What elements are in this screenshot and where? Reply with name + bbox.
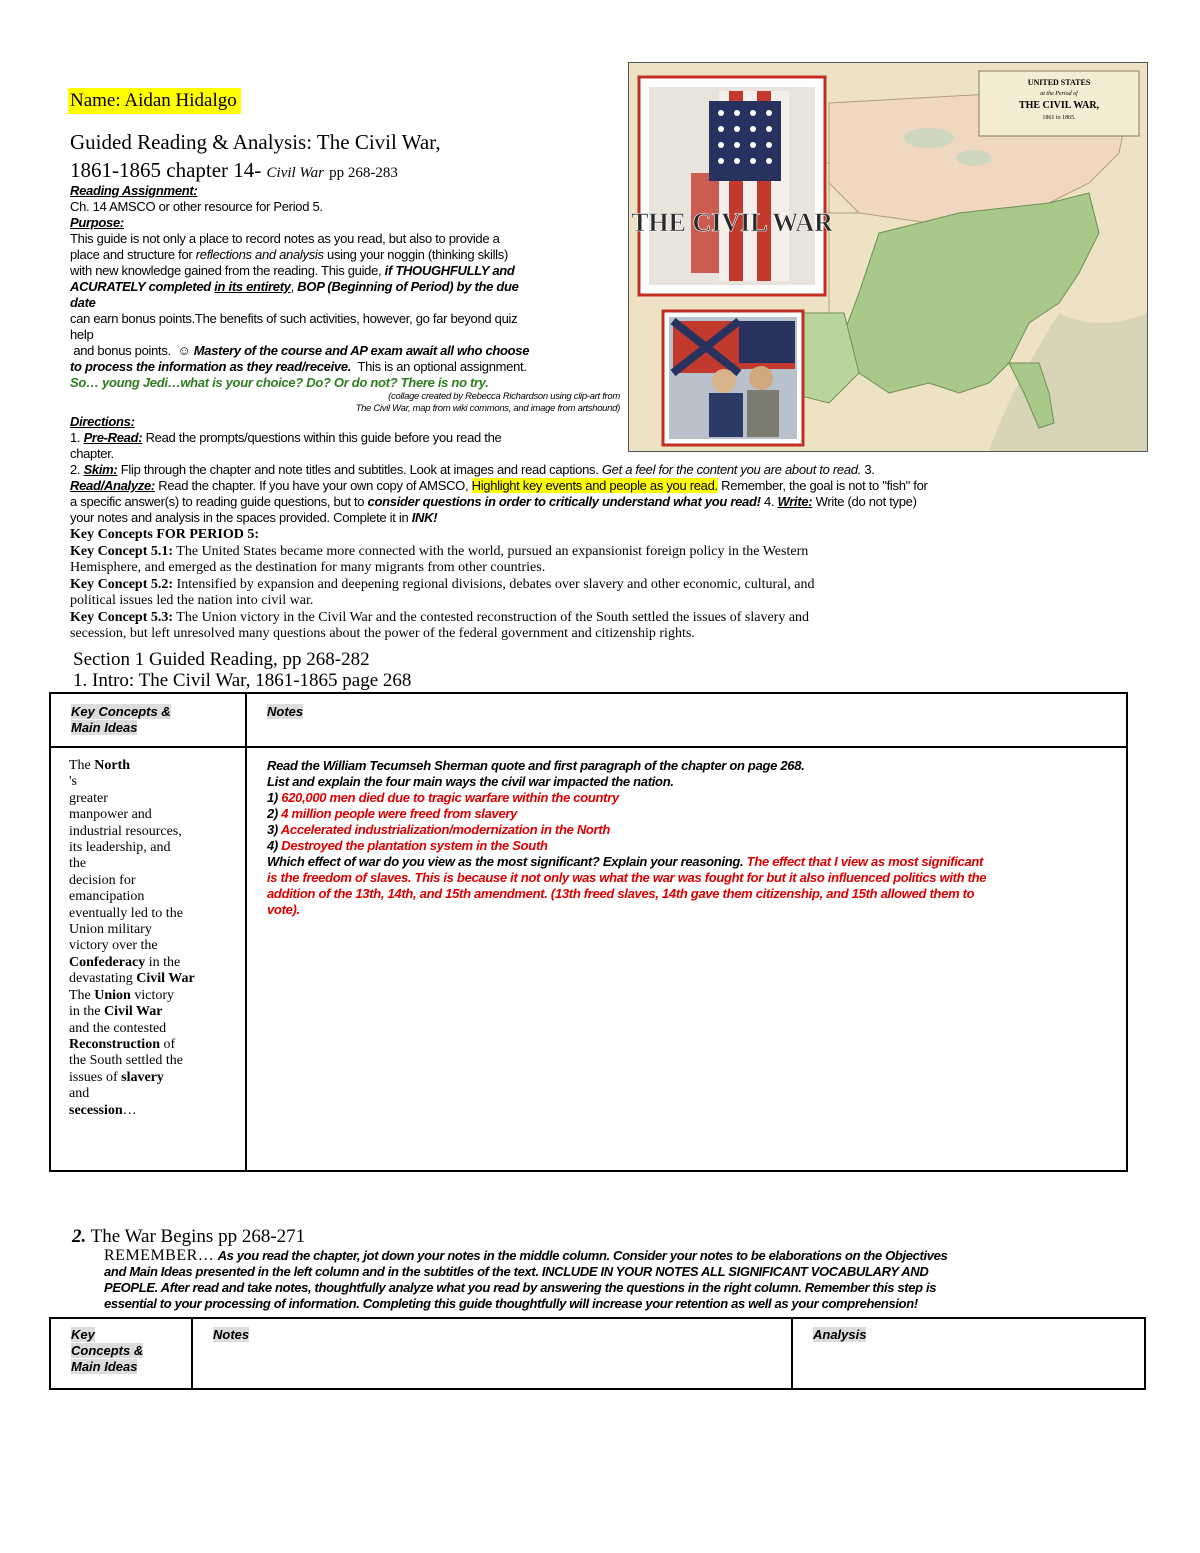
notes-answer-line: is the freedom of slaves. This is because it not only was what the war was fought for but it also influenced politics with the: [267, 870, 987, 885]
direction-1: 1. Pre-Read: Read the prompts/questions within this guide before you read the: [70, 430, 502, 445]
key-idea-line: Union military: [69, 922, 152, 938]
section2-table: [49, 1317, 1146, 1390]
title-chapter: 1861-1865 chapter 14-: [70, 158, 262, 182]
jedi-quote: So… young Jedi…what is your choice? Do? Or do not? There is no try.: [70, 375, 489, 390]
key-idea-line: The Union victory: [69, 987, 174, 1003]
key-concepts-block: [70, 527, 1140, 643]
reading-assignment-text: Ch. 14 AMSCO or other resource for Period 5.: [70, 199, 323, 214]
answer-item: 2) 4 million people were freed from slavery: [267, 806, 518, 821]
notes-question-1: Read the William Tecumseh Sherman quote and first paragraph of the chapter on page 268.: [267, 758, 805, 773]
highlight-instruction: Highlight key events and people as you read.: [471, 478, 718, 493]
directions-block: [70, 414, 1130, 526]
key-idea-line: secession…: [69, 1102, 137, 1118]
reading-assignment-label: Reading Assignment:: [70, 183, 198, 198]
key-idea-line: the South settled the: [69, 1053, 183, 1069]
key-idea-line: devastating Civil War: [69, 971, 195, 987]
key-idea-line: victory over the: [69, 938, 158, 954]
map-heading-4: 1861 to 1865.: [1042, 115, 1076, 121]
collage-banner: THE CIVIL WAR: [631, 208, 833, 237]
key-idea-line: emancipation: [69, 889, 145, 905]
purpose-label: Purpose:: [70, 215, 124, 230]
notes-answer-line: addition of the 13th, 14th, and 15th amendment. (13th freed slaves, 14th gave them citizenship, and 15th allowed them to: [267, 886, 975, 901]
answer-item: 1) 620,000 men died due to tragic warfare within the country: [267, 790, 619, 805]
purpose-line: help: [70, 327, 94, 342]
key-concepts-heading: Key Concepts FOR PERIOD 5:: [70, 527, 259, 542]
purpose-line: date: [70, 295, 96, 310]
key-idea-line: decision for: [69, 872, 136, 888]
direction-4-cont: your notes and analysis in the spaces provided. Complete it in INK!: [70, 510, 438, 525]
key-idea-line: manpower and: [69, 807, 152, 823]
key-idea-line: Reconstruction of: [69, 1036, 176, 1052]
key-concept-5-2: Key Concept 5.2: Intensified by expansion and deepening regional divisions, debates over slavery and other economic, cultural, and: [70, 576, 815, 592]
key-concept-5-1-cont: Hemisphere, and emerged as the destination for many migrants from other countries.: [70, 560, 546, 575]
notes-answer-line: vote).: [267, 902, 300, 917]
notes-question-2: List and explain the four main ways the civil war impacted the nation.: [267, 774, 674, 789]
key-idea-line: eventually led to the: [69, 905, 183, 921]
key-concept-5-2-cont: political issues led the nation into civil war.: [70, 593, 314, 608]
map-heading-1: UNITED STATES: [1027, 78, 1091, 87]
remember-line: PEOPLE. After read and take notes, thoughtfully analyze what you read by answering the questions in the right column. Remember this step is: [104, 1280, 937, 1295]
section1-col2-header: Notes: [246, 693, 1127, 747]
section2-col3-header[interactable]: Analysis: [792, 1318, 1145, 1389]
map-heading-3: THE CIVIL WAR,: [1018, 100, 1100, 111]
map-heading-2: at the Period of: [1040, 91, 1078, 97]
key-concept-5-1: Key Concept 5.1: The United States became more connected with the world, pursued an expansionist foreign policy in the Western: [70, 543, 809, 559]
key-concept-5-3: Key Concept 5.3: The Union victory in the Civil War and the contested reconstruction of the South settled the issues of slavery and: [70, 609, 810, 625]
civil-war-collage-image: [628, 62, 1148, 452]
section1-col1-header: Key Concepts & Main Ideas: [50, 693, 246, 747]
key-idea-line: 's: [69, 774, 77, 790]
key-idea-line: issues of slavery: [69, 1069, 164, 1085]
purpose-line: This guide is not only a place to record notes as you read, but also to provide a: [70, 231, 500, 246]
key-concept-5-3-cont: secession, but left unresolved many questions about the power of the federal government and citizenship rights.: [70, 626, 695, 641]
key-idea-line: its leadership, and: [69, 840, 171, 856]
answer-item: 3) Accelerated industrialization/modernization in the North: [267, 822, 610, 837]
smiley-icon: ☺: [177, 343, 191, 358]
key-ideas-list: [51, 748, 239, 1119]
direction-3-cont: a specific answer(s) to reading guide questions, but to consider questions in order to critically understand what you read! 4. Write: Write (do not type): [70, 494, 917, 509]
key-idea-line: Confederacy in the: [69, 954, 181, 970]
direction-2: 2. Skim: Flip through the chapter and note titles and subtitles. Look at images and read captions. Get a feel for the content you are about to read. 3.: [70, 462, 875, 477]
section2-heading: 2. The War Begins pp 268-271: [72, 1226, 306, 1247]
key-idea-line: and: [69, 1086, 90, 1102]
section1-heading: Section 1 Guided Reading, pp 268-282: [73, 649, 370, 670]
key-idea-line: The North: [69, 758, 131, 773]
direction-3: Read/Analyze: Read the chapter. If you have your own copy of AMSCO, Highlight key events and people as you read. Remember, the goal is not to "fish" for: [70, 478, 928, 493]
key-idea-line: greater: [69, 790, 108, 806]
section1-table: [49, 692, 1128, 1172]
title-subject: Civil War: [266, 165, 324, 181]
section2-col2-header[interactable]: Notes: [192, 1318, 792, 1389]
remember-line: As you read the chapter, jot down your notes in the middle column. Consider your notes to be elaborations on the Objectives: [217, 1248, 948, 1263]
direction-1-cont: chapter.: [70, 446, 114, 461]
notes-question-3: Which effect of war do you view as the most significant? Explain your reasoning. The effect that I view as most significant: [267, 854, 984, 869]
key-idea-line: the: [69, 856, 87, 872]
directions-label: Directions:: [70, 414, 135, 429]
answers-list: [267, 790, 1126, 854]
page-title-line1: Guided Reading & Analysis: The Civil War,: [70, 130, 441, 154]
collage-graphic: [629, 63, 1147, 451]
section1-key-ideas-cell: [50, 747, 246, 1171]
key-idea-line: and the contested: [69, 1020, 167, 1036]
student-name: Name: Aidan Hidalgo: [68, 88, 241, 114]
remember-label: REMEMBER…: [104, 1247, 215, 1264]
section1-subheading: 1. Intro: The Civil War, 1861-1865 page 268: [73, 670, 412, 691]
answer-item: 4) Destroyed the plantation system in the South: [267, 838, 548, 853]
purpose-line: place and structure for reflections and analysis using your noggin (thinking skills): [70, 247, 508, 262]
remember-line: and Main Ideas presented in the left column and in the subtitles of the text. INCLUDE IN YOUR NOTES ALL SIGNIFICANT VOCABULARY AND: [104, 1264, 929, 1279]
key-idea-line: in the Civil War: [69, 1004, 163, 1020]
collage-credit: (collage created by Rebecca Richardson using clip-art from The Civil War, map from wiki commons, and image from artshound): [355, 391, 620, 414]
page-title-line2: [70, 158, 398, 183]
purpose-line: ACURATELY completed in its entirety, BOP (Beginning of Period) by the due: [70, 279, 519, 294]
title-pages: pp 268-283: [329, 165, 398, 181]
purpose-line: can earn bonus points.The benefits of such activities, however, go far beyond quiz: [70, 311, 518, 326]
section1-notes-cell[interactable]: [246, 747, 1127, 1171]
remember-block: [104, 1248, 1134, 1312]
purpose-line: and bonus points. ☺ Mastery of the course and AP exam await all who choose: [73, 343, 530, 358]
key-idea-line: industrial resources,: [69, 823, 182, 839]
remember-line: essential to your processing of information. Completing this guide thoughtfully will increase your retention as well as your comprehension!: [104, 1296, 918, 1311]
intro-block: [70, 183, 630, 415]
purpose-line: with new knowledge gained from the reading. This guide, if THOUGHFULLY and: [70, 263, 515, 278]
purpose-line: to process the information as they read/receive. This is an optional assignment.: [70, 359, 527, 374]
section2-col1-header: Key Concepts & Main Ideas: [50, 1318, 192, 1389]
